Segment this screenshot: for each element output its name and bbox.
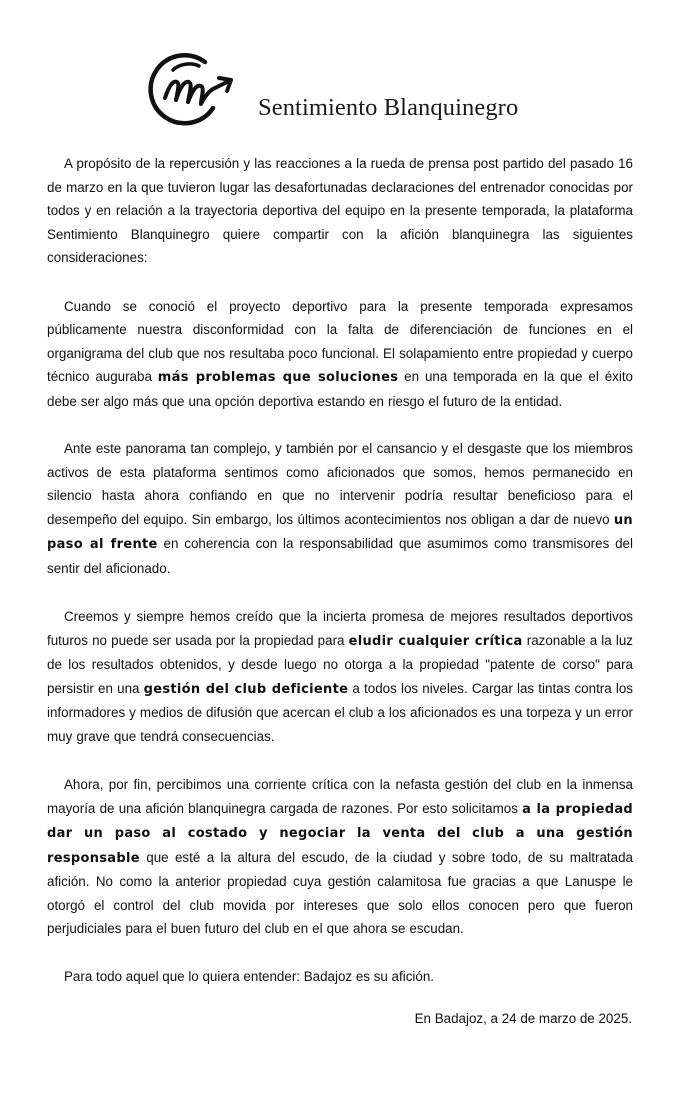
paragraph-panorama (47, 437, 633, 580)
letterhead (143, 50, 583, 130)
paragraph-promise (47, 605, 633, 748)
highlight-text: eludir cualquier crítica (348, 633, 523, 649)
highlight-text: más problemas que soluciones (157, 370, 399, 385)
highlight-text: un paso al frente (47, 512, 633, 552)
signature-date: En Badajoz, a 24 de marzo de 2025. (414, 1011, 632, 1026)
closing-line: Para todo aquel que lo quiera entender: Badajoz es su afición. (64, 968, 434, 984)
paragraph-text: en una temporada en la que el éxito debe ser algo más que una opción deportiva estando en riesgo el futuro de la entidad. (47, 369, 633, 409)
highlight-text: a la propiedad dar un paso al costado y negociar la venta del club a una gestión responsable (47, 801, 633, 866)
highlight-text: gestión del club deficiente (143, 681, 349, 697)
paragraph-intro (47, 152, 633, 270)
sentimiento-blanquinegro-logo-icon (143, 50, 241, 126)
paragraph-text: razonable a la luz de los resultados obtenidos, y desde luego no otorga a la propiedad "patente de corso" para persistir en una (47, 632, 633, 696)
paragraph-text: a todos los niveles. Cargar las tintas contra los informadores y medios de difusión que acercan el club a los aficionados es una torpeza y un error muy grave que tendrá consecuencias. (47, 680, 633, 744)
brand-name: Sentimiento Blanquinegro (258, 94, 519, 121)
paragraph-text: Cuando se conoció el proyecto deportivo para la presente temporada expresamos públicamente nuestra disconformidad con la falta de diferenciación de funciones en el organigrama del club que nos resultaba poco funcional. El solapamiento entre propiedad y cuerpo técnico auguraba (47, 298, 633, 384)
paragraph-text: Ahora, por fin, percibimos una corriente crítica con la nefasta gestión del club en la inmensa mayoría de una afición blanquinegra cargada de razones. Por esto solicitamos (47, 777, 633, 816)
paragraph-text: en coherencia con la responsabilidad que asumimos como transmisores del sentir del aficionado. (47, 536, 633, 576)
letter-body (47, 152, 633, 988)
paragraph-text: Creemos y siempre hemos creído que la incierta promesa de mejores resultados deportivos futuros no puede ser usada por la propiedad para (47, 609, 633, 648)
paragraph-request (47, 773, 633, 941)
paragraph-text: Ante este panorama tan complejo, y también por el cansancio y el desgaste que los miembros activos de esta plataforma sentimos como aficionados que somos, hemos permanecido en silencio hasta ahora confiando en que no intervenir podría resultar beneficioso para el desempeño del equipo. Sin embargo, los últimos acontecimientos nos obligan a dar de nuevo (47, 441, 633, 527)
paragraph-text: A propósito de la repercusión y las reacciones a la rueda de prensa post partido del pasado 16 de marzo en la que tuvieron lugar las desafortunadas declaraciones del entrenador conocidas por todos y en relación a la trayectoria deportiva del equipo en la presente temporada, la plataforma Sentimiento Blanquinegro quiere compartir con la afición blanquinegra las siguientes consideraciones: (47, 156, 633, 265)
paragraph-text: que esté a la altura del escudo, de la ciudad y sobre todo, de su maltratada afición. No como la anterior propiedad cuya gestión calamitosa fue gracias a que Lanuspe le otorgó el control del club movida por intereses que solo ellos conocen pero que fueron perjudiciales para el buen futuro del club en el que ahora se escudan. (47, 849, 633, 936)
paragraph-project (47, 295, 633, 414)
